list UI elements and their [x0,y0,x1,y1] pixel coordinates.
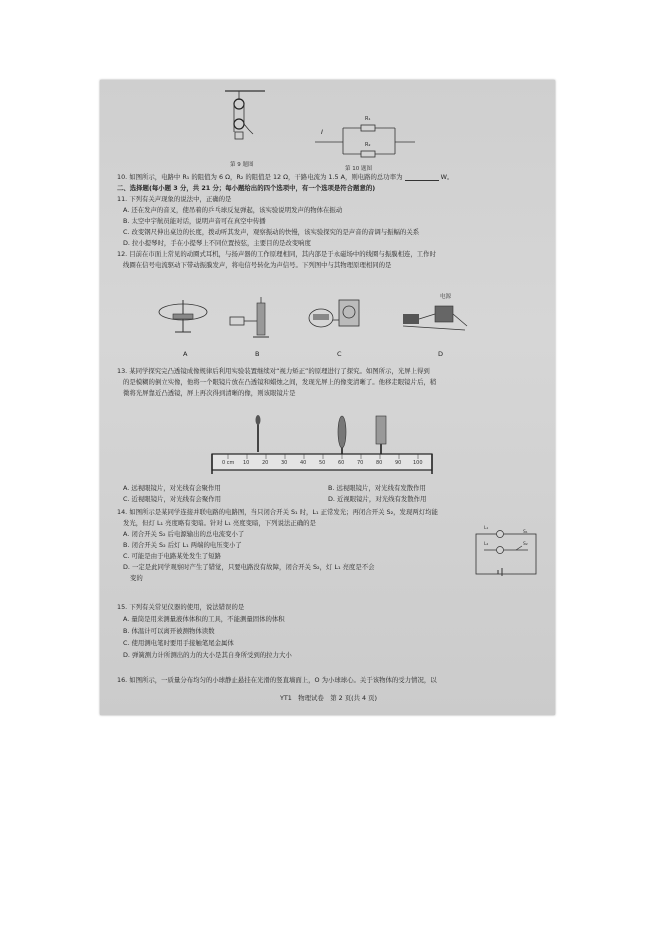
question-16-text: 16. 如图所示，一质量分布均匀的小球静止悬挂在光滑的竖直墙面上，O 为小球球心。关于该物体的受力情况，以 [117,676,437,684]
question-11-option-c: C. 改变钢尺伸出桌边的长度，拨动听其发声，观察振动的快慢，该实验探究的是声音的音调与振幅的关系 [123,228,420,236]
q14-s1-label: S₁ [523,530,528,535]
question-12-line-1: 12. 目前在市面上常见的动圈式耳机，与扬声器的工作原理相同，其内部是于永磁场中的线圈与振膜相连，工作时 [117,250,436,258]
q12-figure-a-magnet [155,292,210,342]
question-14-option-c: C. 可能是由于电路某处发生了短路 [123,552,221,560]
question-13-line-1: 13. 某同学探究完凸透镜成像规律后利用实验装置继续对“视力矫正”的原理进行了探究。如图所示，光屏上得到 [117,367,430,375]
fig10-current-label: I [321,128,323,136]
ruler-tick-90: 90 [395,460,402,466]
ruler-tick-70: 70 [357,460,364,466]
fig10-r2-label: R₂ [365,142,371,148]
q14-l1-label: L₁ [484,526,489,531]
question-12-line-2: 线圈在信号电流驱动下带动振膜发声，将电信号转化为声信号。下列图中与其物理原理相同的是 [123,261,392,269]
scanned-page [100,80,555,715]
fig10-r1-label: R₁ [365,116,371,122]
question-11-option-a: A. 还在发声的音叉，使吊着的乒乓球反复弹起，该实验说明发声的物体在振动 [123,206,343,214]
ruler-tick-100: 100 [413,460,423,466]
question-11-option-b: B. 太空中宇航员能对话，说明声音可在真空中传播 [123,217,266,225]
ruler-tick-50: 50 [319,460,326,466]
ruler-tick-60: 60 [338,460,345,466]
question-14-option-d-cont: 变的 [130,574,143,582]
ruler-tick-80: 80 [376,460,383,466]
q12-figure-d-motor [395,294,475,342]
page-footer: YT1 物理试卷 第 2 页(共 4 页) [280,694,378,702]
question-14-line-1: 14. 如图所示是某同学连接并联电路的电路图，当只闭合开关 S₁ 时，L₁ 正常发光；再闭合开关 S₂，发现两灯均能 [117,508,438,516]
question-13-option-b: B. 远视眼镜片，对光线有发散作用 [328,484,426,492]
ruler-tick-20: 20 [262,460,269,466]
question-10-text: 10. 如图所示，电路中 R₁ 的阻值为 6 Ω，R₂ 的阻值是 12 Ω，干路电流为 1.5 A，则电路的总功率为 [117,173,403,181]
ruler-tick-10: 10 [243,460,250,466]
answer-blank [405,174,439,181]
fig10-caption: 第 10 题图 [345,166,372,172]
question-15-option-b: B. 体温计可以离开被测物体读数 [123,627,215,635]
question-14-option-d: D. 一定是此同学观察时产生了错觉，只要电路没有故障，闭合开关 S₂，灯 L₁ 亮度是不会 [123,563,375,571]
fig9-caption: 第 9 题图 [230,162,254,168]
question-15-stem: 15. 下列有关常见仪器的使用，说法错误的是 [117,603,245,611]
q12-figure-b-coil [225,295,275,343]
q14-circuit-diagram [470,530,542,580]
q12-power-label: 电源 [440,294,452,300]
question-11-option-d: D. 拉小提琴时，手在小提琴上不同位置按弦，主要目的是改变响度 [123,239,311,247]
fig10-circuit-diagram [315,120,415,160]
question-10-unit: W。 [440,173,454,181]
q12-label-a: A [183,350,188,358]
q14-s2-label: S₂ [523,542,528,547]
fig9-pulley-diagram [225,88,265,148]
q12-label-d: D [438,350,444,358]
question-15-option-d: D. 弹簧测力计所测出的力的大小是其自身所受到的拉力大小 [123,651,292,659]
question-15-option-a: A. 量筒是用来测量液体体积的工具，不能测量固体的体积 [123,615,285,623]
question-10 [117,173,453,181]
q12-figure-c-generator [305,290,365,342]
question-13-option-a: A. 远视眼镜片，对光线有会聚作用 [123,484,221,492]
ruler-tick-30: 30 [281,460,288,466]
question-13-line-3: 微将光屏靠近凸透镜，屏上再次得到清晰的像，则该眼镜片是 [123,389,296,397]
question-13-line-2: 的是模糊的倒立实像，他将一个眼镜片放在凸透镜和蜡烛之间，发现光屏上的像变清晰了。他移走眼镜片后，稍 [123,378,437,386]
question-15-option-c: C. 使用测电笔时要用手接触笔尾金属体 [123,639,234,647]
q12-label-b: B [255,350,260,358]
ruler-start-label: 0 cm [222,460,235,466]
question-14-line-2: 发光，但灯 L₁ 亮度略有变暗。针对 L₁ 亮度变暗，下列说法正确的是 [123,519,316,527]
q12-label-c: C [337,350,342,358]
question-13-option-d: D. 近视眼镜片，对光线有发散作用 [328,495,427,503]
question-13-option-c: C. 近视眼镜片，对光线有会聚作用 [123,495,221,503]
q14-l2-label: L₂ [484,542,489,547]
question-11-stem: 11. 下列有关声现象的说法中，正确的是 [117,195,232,203]
section-2-title: 二、选择题(每小题 3 分，共 21 分；每小题给出的四个选项中，有一个选项是符合题意的) [117,184,376,192]
ruler-tick-40: 40 [300,460,307,466]
question-14-option-a: A. 闭合开关 S₂ 后电源输出的总电流变小了 [123,530,245,538]
question-14-option-b: B. 闭合开关 S₂ 后灯 L₁ 两端的电压变小了 [123,541,242,549]
